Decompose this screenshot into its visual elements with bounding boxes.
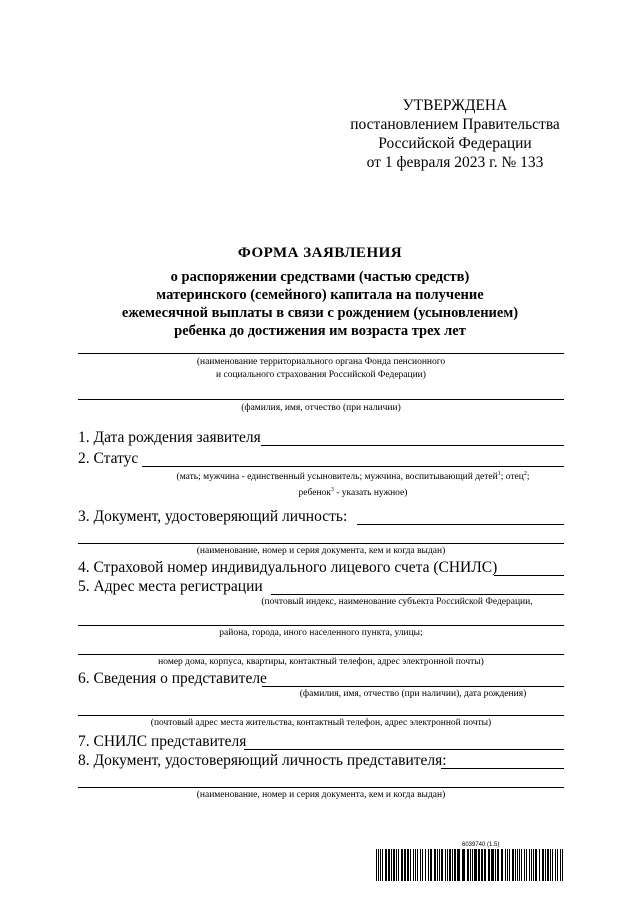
status-caption-text-3: ; (526, 472, 530, 483)
barcode-bar (447, 849, 448, 881)
barcode-bar (552, 849, 553, 881)
barcode-bar (449, 849, 451, 881)
approval-title: УТВЕРЖДЕНА (402, 97, 508, 114)
status-line[interactable] (142, 466, 564, 467)
barcode-bar (529, 849, 530, 881)
barcode-bar (542, 849, 544, 881)
representative-line-1[interactable] (262, 686, 564, 687)
barcode-bar (488, 849, 490, 881)
barcode-bar (376, 849, 377, 881)
field-5-label: 5. Адрес места регистрации (78, 578, 263, 595)
barcode-bar (526, 849, 527, 881)
status-caption-line-1 (142, 468, 564, 484)
barcode-bar (425, 849, 426, 881)
applicant-name-caption: (фамилия, имя, отчество (при наличии) (241, 403, 401, 413)
barcode-bar (410, 849, 411, 881)
snils-line[interactable] (494, 575, 564, 576)
status-caption-text-4: ребенок (298, 488, 331, 499)
barcode-bar (557, 849, 558, 881)
barcode-bar (547, 849, 549, 881)
form-subtitle-line-3: ежемесячной выплаты в связи с рождением (усыновлением) (121, 305, 519, 321)
footnote-3: 3 (330, 487, 334, 494)
barcode-bar (462, 849, 465, 881)
barcode-bar (481, 849, 483, 881)
barcode-bar (415, 849, 416, 881)
barcode-bar (404, 849, 406, 881)
agency-line[interactable] (78, 353, 564, 354)
barcode-bar (512, 849, 514, 881)
representative-caption: (фамилия, имя, отчество (при наличии), дата рождения) (299, 689, 527, 699)
address-line-3[interactable] (78, 654, 564, 655)
form-subtitle-line-2: материнского (семейного) капитала на получение (156, 287, 484, 303)
approval-line-3: Российской Федерации (378, 135, 532, 152)
id-document-caption: (наименование, номер и серия документа, кем и когда выдан) (196, 546, 446, 556)
barcode-bar (497, 849, 499, 881)
barcode-bar (385, 849, 387, 881)
form-subtitle-line-1: о распоряжении средствами (частью средств) (170, 269, 470, 285)
barcode-bar (562, 849, 563, 881)
barcode-bar (501, 849, 503, 881)
barcode-bar (428, 849, 429, 881)
barcode-bar (388, 849, 390, 881)
barcode-bar (495, 849, 496, 881)
id-document-line-1[interactable] (357, 524, 564, 525)
status-caption-text-2: ; отец (500, 472, 524, 483)
barcode-bar (478, 849, 480, 881)
field-8-label: 8. Документ, удостоверяющий личность представителя: (78, 752, 447, 769)
address-caption-3: номер дома, корпуса, квартиры, контактный телефон, адрес электронной почты) (158, 657, 484, 667)
barcode-bar (401, 849, 403, 881)
representative-document-caption: (наименование, номер и серия документа, кем и когда выдан) (196, 790, 446, 800)
barcode-bar (454, 849, 456, 881)
barcode (376, 849, 566, 881)
field-4-label: 4. Страховой номер индивидуального лицевого счета (СНИЛС) (78, 559, 498, 576)
address-line-1[interactable] (271, 594, 564, 595)
barcode-number: 6039740 (1.5) (462, 842, 500, 848)
barcode-bar (555, 849, 556, 881)
representative-document-line-2[interactable] (78, 787, 564, 788)
field-1-label: 1. Дата рождения заявителя (78, 429, 261, 446)
barcode-bar (515, 849, 516, 881)
agency-caption (78, 356, 564, 382)
footnote-1: 1 (497, 471, 501, 477)
representative-snils-line[interactable] (244, 749, 564, 750)
barcode-bar (484, 849, 486, 881)
address-line-2[interactable] (78, 625, 564, 626)
field-7-label: 7. СНИЛС представителя (78, 733, 247, 750)
field-6-label: 6. Сведения о представителе (78, 670, 267, 687)
barcode-bar (441, 849, 443, 881)
representative-document-line-1[interactable] (441, 768, 564, 769)
barcode-bar (382, 849, 383, 881)
approval-block (340, 96, 570, 172)
approval-line-2: постановлением Правительства (350, 116, 560, 133)
form-title: ФОРМА ЗАЯВЛЕНИЯ (237, 245, 403, 261)
agency-caption-line-2: и социального страхования Российской Федерации) (216, 370, 426, 380)
status-caption-text-5: - указать нужное) (333, 488, 408, 499)
representative-address-caption: (почтовый адрес места жительства, контактный телефон, адрес электронной почты) (150, 718, 492, 728)
barcode-bar (437, 849, 438, 881)
address-caption-2: района, города, иного населенного пункта, улицы; (219, 628, 423, 638)
barcode-bar (467, 849, 469, 881)
footnote-2: 2 (523, 471, 527, 477)
applicant-name-line[interactable] (78, 399, 564, 400)
barcode-bar (505, 849, 506, 881)
agency-caption-line-1: (наименование территориального органа Фонда пенсионного (196, 357, 446, 367)
barcode-bar (413, 849, 414, 881)
barcode-bar (445, 849, 446, 881)
barcode-bar (474, 849, 477, 881)
field-2-label: 2. Статус (78, 450, 139, 467)
barcode-bar (391, 849, 392, 881)
status-caption (142, 468, 564, 500)
barcode-bar (407, 849, 409, 881)
barcode-bar (517, 849, 518, 881)
barcode-bar (398, 849, 399, 881)
barcode-bar (452, 849, 453, 881)
id-document-line-2[interactable] (78, 543, 564, 544)
barcode-bar (533, 849, 534, 881)
barcode-bar (491, 849, 494, 881)
barcode-bar (545, 849, 546, 881)
barcode-bar (422, 849, 423, 881)
form-subtitle-line-4: ребенка до достижения им возраста трех лет (174, 323, 466, 339)
barcode-bar (472, 849, 473, 881)
address-caption-1: (почтовый индекс, наименование субъекта Российской Федерации, (261, 597, 533, 607)
status-caption-text-1: (мать; мужчина - единственный усыновитель; мужчина, воспитывающий детей (176, 472, 498, 483)
birth-date-line[interactable] (261, 445, 564, 446)
approval-date: от 1 февраля 2023 г. № 133 (366, 154, 544, 171)
form-subtitle (78, 268, 562, 340)
barcode-bar (507, 849, 508, 881)
barcode-bar (509, 849, 510, 881)
barcode-bar (439, 849, 440, 881)
barcode-bar (396, 849, 397, 881)
barcode-bar (430, 849, 432, 881)
barcode-bar (434, 849, 436, 881)
barcode-bar (420, 849, 421, 881)
barcode-bar (378, 849, 379, 881)
barcode-bar (560, 849, 561, 881)
barcode-bar (535, 849, 537, 881)
barcode-bar (393, 849, 395, 881)
representative-address-line[interactable] (78, 715, 564, 716)
barcode-bar (531, 849, 532, 881)
barcode-bar (457, 849, 460, 881)
barcode-bar (539, 849, 540, 881)
status-caption-line-2 (142, 484, 564, 500)
barcode-bar (470, 849, 471, 881)
barcode-bar (519, 849, 520, 881)
barcode-bar (521, 849, 522, 881)
barcode-bar (524, 849, 525, 881)
barcode-bar (417, 849, 418, 881)
barcode-bar (550, 849, 551, 881)
barcode-bar (380, 849, 381, 881)
field-3-label: 3. Документ, удостоверяющий личность: (78, 508, 348, 525)
